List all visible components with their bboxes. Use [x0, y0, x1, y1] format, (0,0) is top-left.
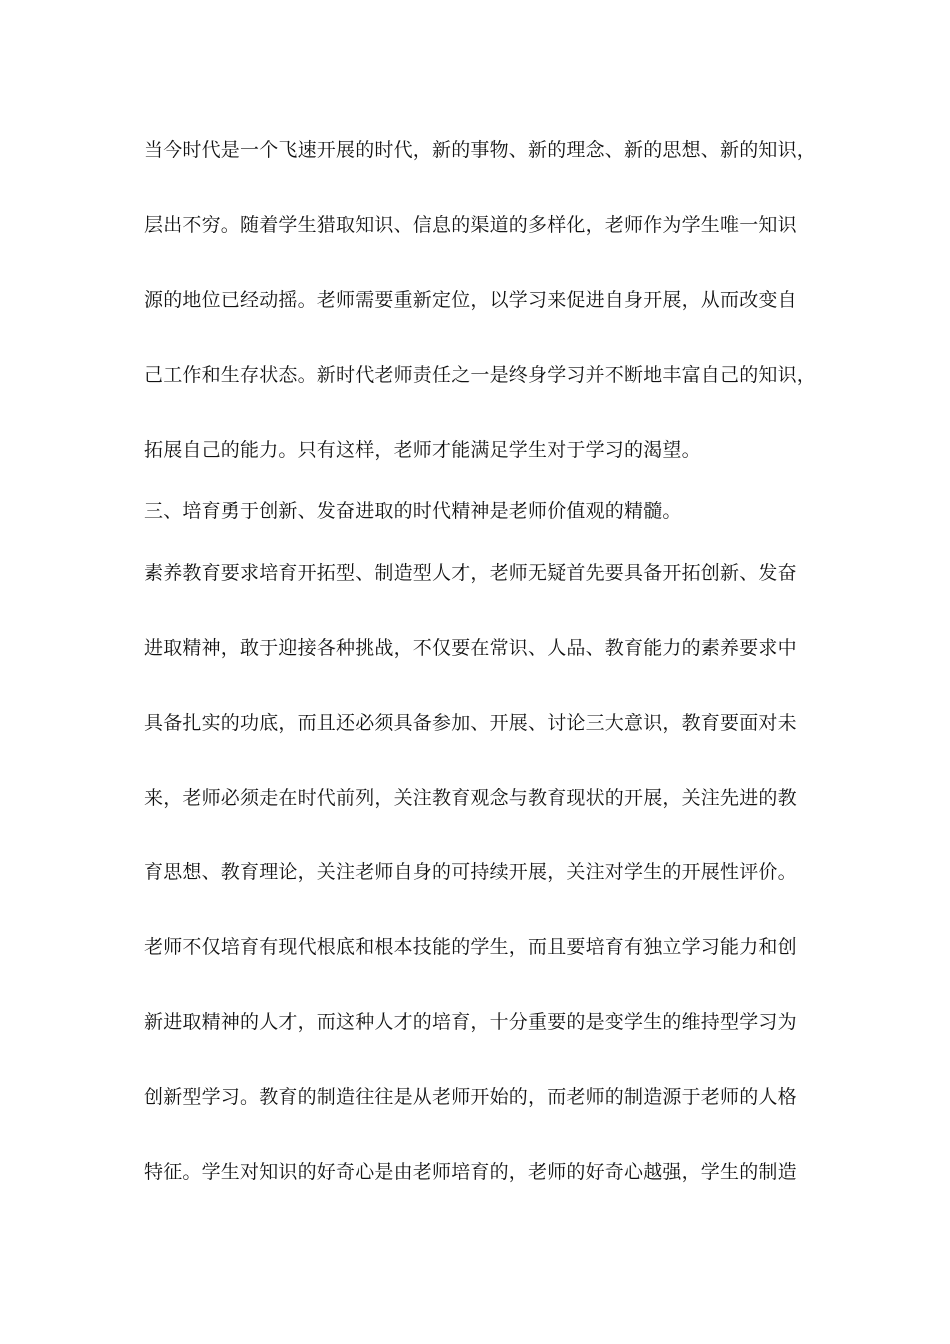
text-line-2: 层出不穷。随着学生猎取知识、信息的渠道的多样化，老师作为学生唯一知识	[144, 214, 797, 236]
text-line-15: 特征。学生对知识的好奇心是由老师培育的，老师的好奇心越强，学生的制造	[144, 1161, 797, 1183]
section-heading: 三、培育勇于创新、发奋进取的时代精神是老师价值观的精髓。	[144, 500, 682, 522]
text-line-12: 老师不仅培育有现代根底和根本技能的学生，而且要培育有独立学习能力和创	[144, 936, 797, 958]
text-line-10: 来，老师必须走在时代前列，关注教育观念与教育现状的开展，关注先进的教	[144, 787, 797, 809]
text-line-8: 进取精神，敢于迎接各种挑战，不仅要在常识、人品、教育能力的素养要求中	[144, 637, 797, 659]
text-line-5: 拓展自己的能力。只有这样，老师才能满足学生对于学习的渴望。	[144, 439, 701, 461]
text-line-9: 具备扎实的功底，而且还必须具备参加、开展、讨论三大意识，教育要面对未	[144, 712, 797, 734]
text-line-14: 创新型学习。教育的制造往往是从老师开始的，而老师的制造源于老师的人格	[144, 1086, 797, 1108]
text-line-13: 新进取精神的人才，而这种人才的培育，十分重要的是变学生的维持型学习为	[144, 1011, 797, 1033]
text-line-4: 己工作和生存状态。新时代老师责任之一是终身学习并不断地丰富自己的知识，	[144, 364, 817, 386]
text-line-1: 当今时代是一个飞速开展的时代，新的事物、新的理念、新的思想、新的知识，	[144, 139, 817, 161]
text-line-11: 育思想、教育理论，关注老师自身的可持续开展，关注对学生的开展性评价。	[144, 861, 797, 883]
text-line-7: 素养教育要求培育开拓型、制造型人才，老师无疑首先要具备开拓创新、发奋	[144, 562, 797, 584]
text-line-3: 源的地位已经动摇。老师需要重新定位，以学习来促进自身开展，从而改变自	[144, 289, 797, 311]
